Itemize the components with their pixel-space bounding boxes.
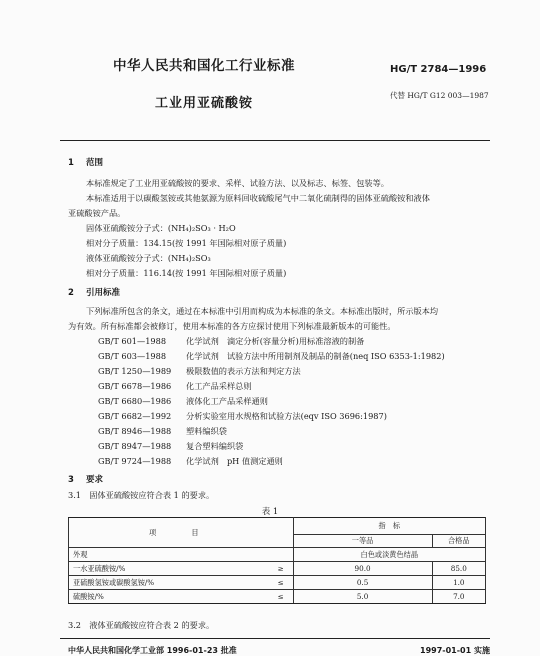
row-item: 亚硫酸氢铵或碳酸氢铵/%	[69, 576, 269, 590]
requirements-table	[68, 517, 486, 604]
clause-3-2: 3.2 液体亚硫酸铵应符合表 2 的要求。	[68, 620, 215, 630]
formula-line: 相对分子质量：134.15(按 1991 年国际相对原子质量)	[86, 238, 287, 248]
section-2-heading	[68, 286, 120, 298]
ref-code: GB/T 601—1988	[98, 336, 167, 346]
header-qualified: 合格品	[432, 535, 485, 548]
ref-code: GB/T 6680—1986	[98, 396, 172, 406]
row-item: 硫酸铵/%	[69, 590, 269, 604]
table-row	[69, 562, 486, 576]
ref-code: GB/T 6682—1992	[98, 411, 172, 421]
ref-name: 化学试剂 pH 值测定通则	[186, 456, 283, 466]
approval-note: 中华人民共和国化学工业部 1996-01-23 批准	[68, 646, 237, 655]
formula-line: 固体亚硫酸铵分子式：(NH₄)₂SO₃ · H₂O	[86, 223, 236, 233]
paragraph: 亚硫酸铵产品。	[68, 208, 126, 218]
formula-line: 液体亚硫酸铵分子式：(NH₄)₂SO₃	[86, 253, 211, 263]
replaces-note: 代替 HG/T G12 003—1987	[390, 91, 489, 100]
ref-name: 化工产品采样总则	[186, 381, 252, 391]
ref-name: 液体化工产品采样通则	[186, 396, 268, 406]
effective-date: 1997-01-01 实施	[420, 646, 490, 655]
standard-code: HG/T 2784—1996	[390, 64, 487, 75]
ref-code: GB/T 1250—1989	[98, 366, 172, 376]
section-number: 1	[68, 158, 74, 168]
row-qualified: 1.0	[432, 576, 485, 590]
row-item: 外观	[69, 548, 294, 562]
ref-code: GB/T 9724—1988	[98, 456, 172, 466]
org-title: 中华人民共和国化工行业标准	[113, 58, 295, 74]
section-1-heading	[68, 156, 103, 168]
row-operator: ≤	[269, 590, 294, 604]
ref-code: GB/T 8947—1988	[98, 441, 172, 451]
ref-name: 化学试剂 滴定分析(容量分析)用标准溶液的制备	[186, 336, 365, 346]
paragraph: 本标准适用于以碳酸氢铵或其他氨源为原料回收硫酸尾气中二氧化硫制得的固体亚硫酸铵和液体	[86, 193, 430, 203]
row-item: 一水亚硫酸铵/%	[69, 562, 269, 576]
header-item: 项 目	[69, 518, 294, 548]
row-qualified: 7.0	[432, 590, 485, 604]
ref-name: 分析实验室用水规格和试验方法(eqv ISO 3696:1987)	[186, 411, 387, 421]
row-first-grade: 5.0	[293, 590, 432, 604]
clause-3-1: 3.1 固体亚硫酸铵应符合表 1 的要求。	[68, 490, 215, 500]
table-header-row	[69, 518, 486, 535]
ref-code: GB/T 8946—1988	[98, 426, 172, 436]
paragraph: 下列标准所包含的条文，通过在本标准中引用而构成为本标准的条文。本标准出版时，所示版本均	[86, 306, 439, 316]
ref-name: 极限数值的表示方法和判定方法	[186, 366, 301, 376]
section-title: 范围	[86, 158, 104, 168]
paragraph: 本标准规定了工业用亚硫酸铵的要求、采样、试验方法、以及标志、标签、包装等。	[86, 178, 389, 188]
ref-code: GB/T 6678—1986	[98, 381, 172, 391]
ref-name: 塑料编织袋	[186, 426, 227, 436]
ref-name: 化学试剂 试验方法中所用制剂及制品的制备(neq ISO 6353-1:1982)	[186, 351, 445, 361]
footer-rule	[60, 638, 490, 639]
header-first-grade: 一等品	[293, 535, 432, 548]
table-row	[69, 548, 486, 562]
ref-code: GB/T 603—1988	[98, 351, 167, 361]
table-caption: 表 1	[261, 507, 279, 517]
header-rule	[60, 140, 490, 141]
paragraph: 为有效。所有标准都会被修订，使用本标准的各方应探讨使用下列标准最新版本的可能性。	[68, 321, 396, 331]
row-value: 白色或淡黄色结晶	[293, 548, 485, 562]
row-first-grade: 90.0	[293, 562, 432, 576]
row-operator: ≤	[269, 576, 294, 590]
header-index: 指 标	[293, 518, 485, 535]
row-operator: ≥	[269, 562, 294, 576]
document-title: 工业用亚硫酸铵	[154, 96, 253, 111]
section-number: 2	[68, 288, 74, 298]
row-qualified: 85.0	[432, 562, 485, 576]
table-row	[69, 576, 486, 590]
section-3-heading	[68, 473, 103, 485]
table-row	[69, 590, 486, 604]
section-title: 引用标准	[86, 288, 121, 298]
section-title: 要求	[86, 475, 104, 485]
ref-name: 复合塑料编织袋	[186, 441, 244, 451]
row-first-grade: 0.5	[293, 576, 432, 590]
section-number: 3	[68, 475, 74, 485]
formula-line: 相对分子质量：116.14(按 1991 年国际相对原子质量)	[86, 268, 287, 278]
